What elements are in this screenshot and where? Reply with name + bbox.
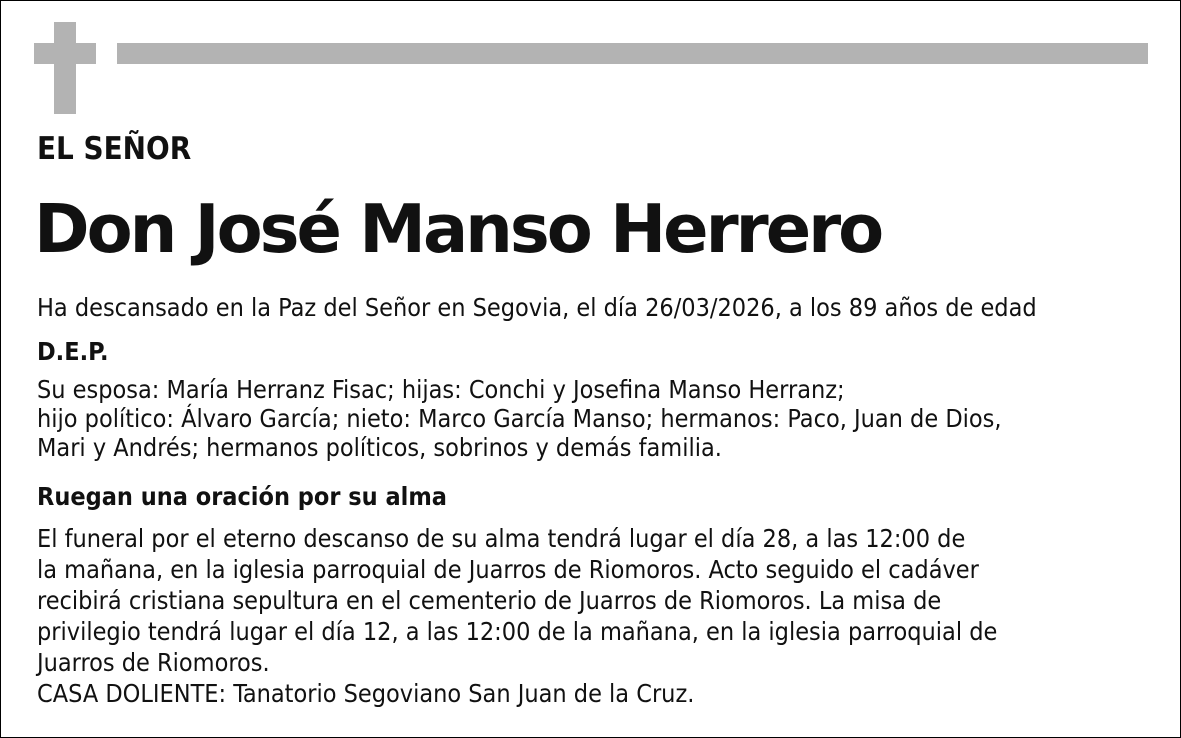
family-line: Su esposa: María Herranz Fisac; hijas: Conchi y Josefina Manso Herranz;: [37, 375, 845, 404]
cross-horizontal-bar: [34, 43, 96, 64]
family-paragraph: [37, 375, 1002, 462]
cross-vertical-bar: [54, 22, 76, 114]
funeral-line: CASA DOLIENTE: Tanatorio Segoviano San Juan de la Cruz.: [37, 679, 695, 708]
funeral-paragraph: [37, 524, 997, 710]
rest-line: Ha descansado en la Paz del Señor en Segovia, el día 26/03/2026, a los 89 años de edad: [37, 293, 1037, 322]
funeral-line: privilegio tendrá lugar el día 12, a las 12:00 de la mañana, en la iglesia parroquial de: [37, 617, 998, 646]
funeral-line: Juarros de Riomoros.: [37, 648, 270, 677]
family-line: hijo político: Álvaro García; nieto: Marco García Manso; hermanos: Paco, Juan de Dios,: [37, 404, 1002, 433]
funeral-line: recibirá cristiana sepultura en el cementerio de Juarros de Riomoros. La misa de: [37, 586, 942, 615]
deceased-name: Don José Manso Herrero: [34, 190, 882, 268]
funeral-line: El funeral por el eterno descanso de su alma tendrá lugar el día 28, a las 12:00 de: [37, 524, 966, 553]
prayer-request: Ruegan una oración por su alma: [37, 482, 447, 511]
funeral-line: la mañana, en la iglesia parroquial de Juarros de Riomoros. Acto seguido el cadáver: [37, 555, 979, 584]
header-rule: [117, 43, 1148, 64]
cross-icon: [34, 22, 96, 114]
dep-label: D.E.P.: [37, 337, 109, 366]
honorific: EL SEÑOR: [37, 131, 192, 167]
family-line: Mari y Andrés; hermanos políticos, sobrinos y demás familia.: [37, 433, 722, 462]
